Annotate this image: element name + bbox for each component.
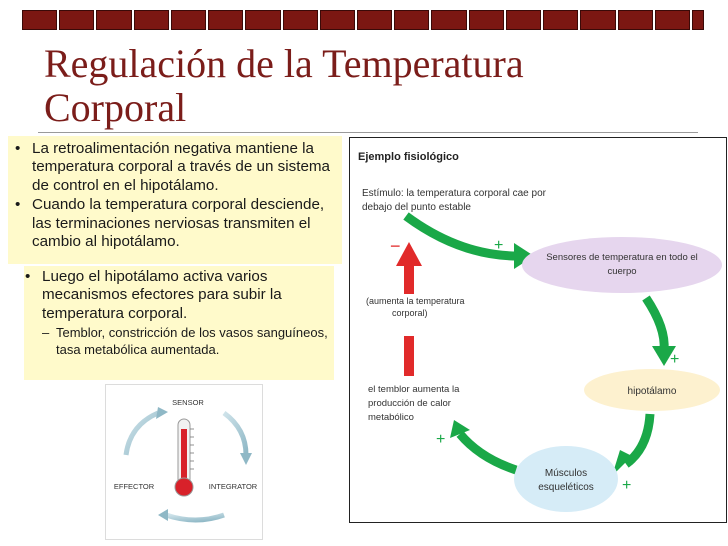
bar-cell <box>96 10 131 30</box>
bar-cell <box>171 10 206 30</box>
bar-cell <box>134 10 169 30</box>
bar-cell <box>618 10 653 30</box>
bar-cell <box>22 10 57 30</box>
physiological-example-diagram <box>349 137 727 523</box>
cycle-arrow <box>224 413 246 455</box>
bar-cell <box>320 10 355 30</box>
hypothalamus-text: hipotálamo <box>627 386 677 397</box>
bar-cell <box>655 10 690 30</box>
bar-cell <box>208 10 243 30</box>
stimulus-text: debajo del punto estable <box>362 202 471 213</box>
bar-cell <box>394 10 429 30</box>
minus-sign: − <box>390 236 401 256</box>
feedback-loop-diagram <box>105 384 263 540</box>
top-decorative-bar <box>22 10 706 30</box>
bar-cell <box>431 10 466 30</box>
bar-cell <box>506 10 541 30</box>
muscles-text: Músculos <box>544 468 588 479</box>
plus-sign: + <box>622 477 632 494</box>
bullet-item: • La retroalimentación negativa mantiene la temperatura corporal a través de un sistema de control en el hipotálamo. <box>15 140 330 194</box>
stimulus-text: Estímulo: la temperatura corporal cae por <box>362 188 546 199</box>
bar-cell <box>245 10 280 30</box>
bar-cell <box>59 10 94 30</box>
bar-cell <box>580 10 615 30</box>
diagram-heading: Ejemplo fisiológico <box>358 151 459 163</box>
plus-sign: + <box>494 237 504 254</box>
text-box-feedback <box>8 136 342 264</box>
cycle-arrow <box>166 515 224 520</box>
muscles-text: esqueléticos <box>538 482 594 493</box>
shiver-text: metabólico <box>368 412 414 423</box>
bar-cell <box>469 10 504 30</box>
sensors-oval <box>522 237 722 293</box>
sensors-text: Sensores de temperatura en todo el <box>546 252 698 263</box>
title-divider <box>38 132 698 133</box>
bar-cell <box>357 10 392 30</box>
bar-cell <box>543 10 578 30</box>
sensors-text: cuerpo <box>607 266 637 277</box>
plus-sign: + <box>436 431 446 448</box>
shiver-text: el temblor aumenta la <box>368 384 460 395</box>
muscles-oval <box>514 446 618 512</box>
integrator-label: INTEGRATOR <box>208 482 258 491</box>
green-arrow <box>646 298 664 350</box>
bar-cell <box>692 10 704 30</box>
raises-temp-text: corporal) <box>392 308 428 318</box>
sub-bullet-item: – Temblor, constricción de los vasos sanguíneos, tasa metabólica aumentada. <box>42 325 328 357</box>
bullet-item: • Cuando la temperatura corporal desciende, las terminaciones nerviosas transmiten el cambio al hipotálamo. <box>15 196 325 251</box>
title-line-1: Regulación de la Temperatura <box>44 41 524 86</box>
text-box-effectors <box>24 266 334 380</box>
shiver-text: producción de calor <box>368 398 451 409</box>
sensor-label: SENSOR <box>172 398 204 407</box>
title-line-2: Corporal <box>44 85 187 130</box>
plus-sign: + <box>670 351 680 368</box>
bullet-item: • Luego el hipotálamo activa varios mecanismos efectores para subir la temperatura corporal. <box>25 268 282 322</box>
slide-title <box>44 42 604 130</box>
effector-label: EFFECTOR <box>113 482 155 491</box>
cycle-arrow <box>126 413 158 455</box>
raises-temp-text: (aumenta la temperatura <box>366 296 465 306</box>
bar-cell <box>283 10 318 30</box>
thermometer-icon <box>175 419 194 496</box>
green-arrow <box>460 434 516 470</box>
